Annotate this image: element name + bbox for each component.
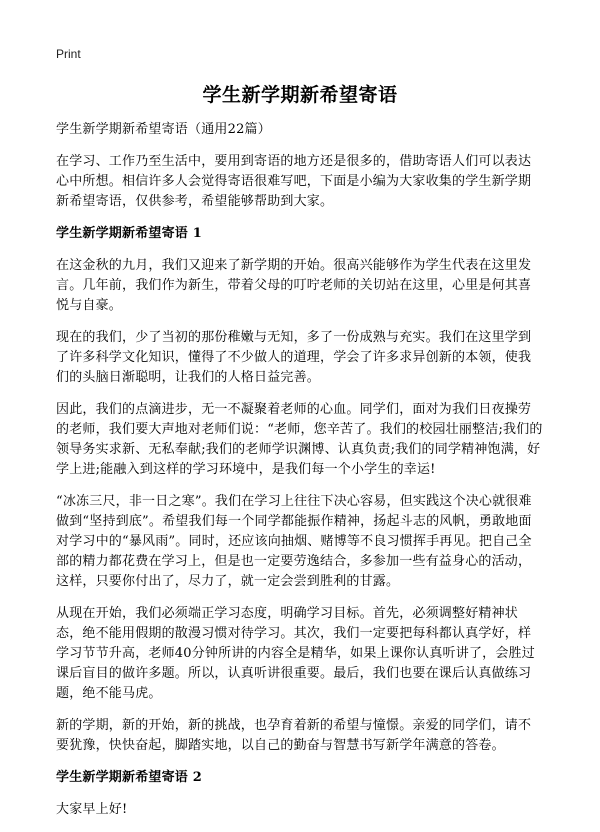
intro-paragraph: 在学习、工作乃至生活中，要用到寄语的地方还是很多的，借助寄语人们可以表达心中所想。相信许多人会觉得寄语很难写吧，下面是小编为大家收集的学生新学期新希望寄语，仅供参考，希望能够帮助到大家。 <box>56 154 532 209</box>
paragraph: 大家早上好! <box>56 802 128 817</box>
paragraph: “冰冻三尺，非一日之寒”。我们在学习上往往下决心容易，但实践这个决心就很难做到“坚持到底”。希望我们每一个同学都能振作精神，扬起斗志的风帆，勇敢地面对学习中的“暴风雨”。同时，还应该向抽烟、赌博等不良习惯挥手再见。把自己全部的精力都花费在学习上，但是也一定要劳逸结合，多参加一些有益身心的活动，这样，只要你付出了，尽力了，就一定会尝到胜利的甘露。 <box>56 494 532 589</box>
section-heading: 学生新学期新希望寄语 1 <box>56 226 202 241</box>
paragraph: 因此，我们的点滴进步，无一不凝聚着老师的心血。同学们，面对为我们日夜操劳的老师，我们要大声地对老师们说：“老师，您辛苦了。我们的校园壮丽整洁;我们的领导务实求新、无私奉献;我们的老师学识渊博、认真负责;我们的同学精神饱满，好学上进;能融入到这样的学习环境中，是我们每一个小学生的幸运! <box>56 402 543 477</box>
page-title: 学生新学期新希望寄语 <box>202 84 398 106</box>
document-body <box>56 120 544 832</box>
paragraph: 在这金秋的九月，我们又迎来了新学期的开始。很高兴能够作为学生代表在这里发言。几年前，我们作为新生，带着父母的叮咛老师的关切站在这里，心里是何其喜悦与自豪。 <box>56 258 532 313</box>
paragraph: 现在的我们，少了当初的那份稚嫩与无知，多了一份成熟与充实。我们在这里学到了许多科学文化知识，懂得了不少做人的道理，学会了许多求异创新的本领，使我们的头脑日渐聪明，让我们的人格日益完善。 <box>56 330 532 385</box>
print-link[interactable]: Print <box>56 47 81 61</box>
paragraph: 新的学期，新的开始，新的挑战，也孕育着新的希望与憧憬。亲爱的同学们，请不要犹豫，快快奋起，脚踏实地，以自己的勤奋与智慧书写新学年满意的答卷。 <box>56 718 532 753</box>
section-heading: 学生新学期新希望寄语 2 <box>56 770 202 785</box>
paragraph: 从现在开始，我们必须端正学习态度，明确学习目标。首先，必须调整好精神状态，绝不能用假期的散漫习惯对待学习。其次，我们一定要把每科都认真学好，样学习节节升高，老师40分钟所讲的内容全是精华，如果上课你认真听讲了，会胜过课后盲目的做许多题。所以，认真听讲很重要。最后，我们也要在课后认真做练习题，绝不能马虎。 <box>56 606 535 701</box>
document-subtitle: 学生新学期新希望寄语（通用22篇） <box>56 122 271 137</box>
